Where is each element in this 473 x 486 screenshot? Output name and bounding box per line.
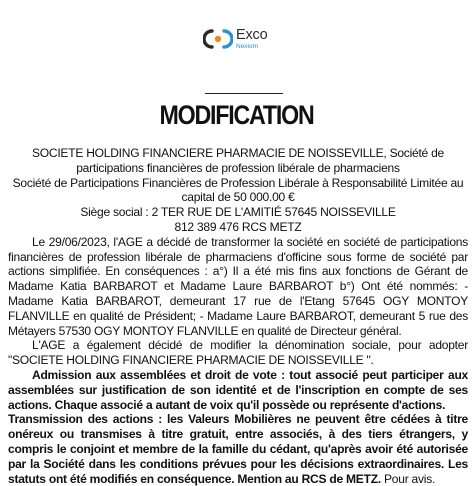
notice-headline: MODIFICATION	[159, 100, 314, 130]
company-form-line: Société de Participations Financières de Profession Libérale à Responsabilité Limitée au capital de 50 000.00 €	[12, 175, 464, 205]
name-change-paragraph: L'AGE a également décidé de modifier la dénomination sociale, pour adopter "SOCIETE HOLDING FINANCIERE PHARMACIE DE NOISSEVILLE ".	[8, 338, 468, 368]
transmission-paragraph	[8, 412, 468, 486]
exco-logo	[203, 28, 267, 50]
rcs-number-line: 812 389 476 RCS METZ	[174, 219, 302, 234]
brand-tagline: Nexiom	[236, 42, 259, 50]
decision-paragraph: Le 29/06/2023, l'AGE a décidé de transformer la société en société de participations financières de profession libérale de pharmaciens d'officine sous forme de société par actions simplifiée. En conséquences : a°) Il a été mis fins aux fonctions de Gérant de Madame Katia BARBAROT et Madame Laure BARBAROT b°) Ont été nommés: - Madame Katia BARBAROT, demeurant 17 rue de l'Etang 57645 OGY MONTOY FLANVILLE en qualité de Président; - Madame Laure BARBAROT, demeurant 5 rue des Métayers 57530 OGY MONTOY FLANVILLE en qualité de Directeur général.	[8, 234, 468, 338]
transmission-text: Transmission des actions : les Valeurs Mobilières ne peuvent être cédées à titre onéreux ou transmises à titre gratuit, entre associés, à des tiers étrangers, y compris le conjoint et membre de la famille du cédant, qu'après avoir été autorisée par la Société dans les conditions prévues pour les décisions extraordinaires. Les statuts ont été modifiés en conséquence. Mention au RCS de METZ.	[8, 412, 468, 486]
headline-rule	[205, 93, 283, 94]
pour-avis-text: Pour avis.	[380, 471, 436, 486]
exco-logo-mark-icon	[203, 28, 233, 50]
registered-office-line: Siège social : 2 TER RUE DE L'AMITIÉ 57645 NOISSEVILLE	[80, 205, 396, 220]
legal-notice-body	[8, 146, 468, 486]
brand-name: Exco	[236, 27, 268, 43]
admission-paragraph: Admission aux assemblées et droit de vote : tout associé peut participer aux assemblées sur justification de son identité et de l'inscription en compte de ses actions. Chaque associé a autant de voix qu'il possède ou représente d'actions.	[8, 367, 468, 412]
company-name-line: SOCIETE HOLDING FINANCIERE PHARMACIE DE NOISSEVILLE, Société de participations financières de profession libérale de pharmaciens	[31, 146, 445, 175]
